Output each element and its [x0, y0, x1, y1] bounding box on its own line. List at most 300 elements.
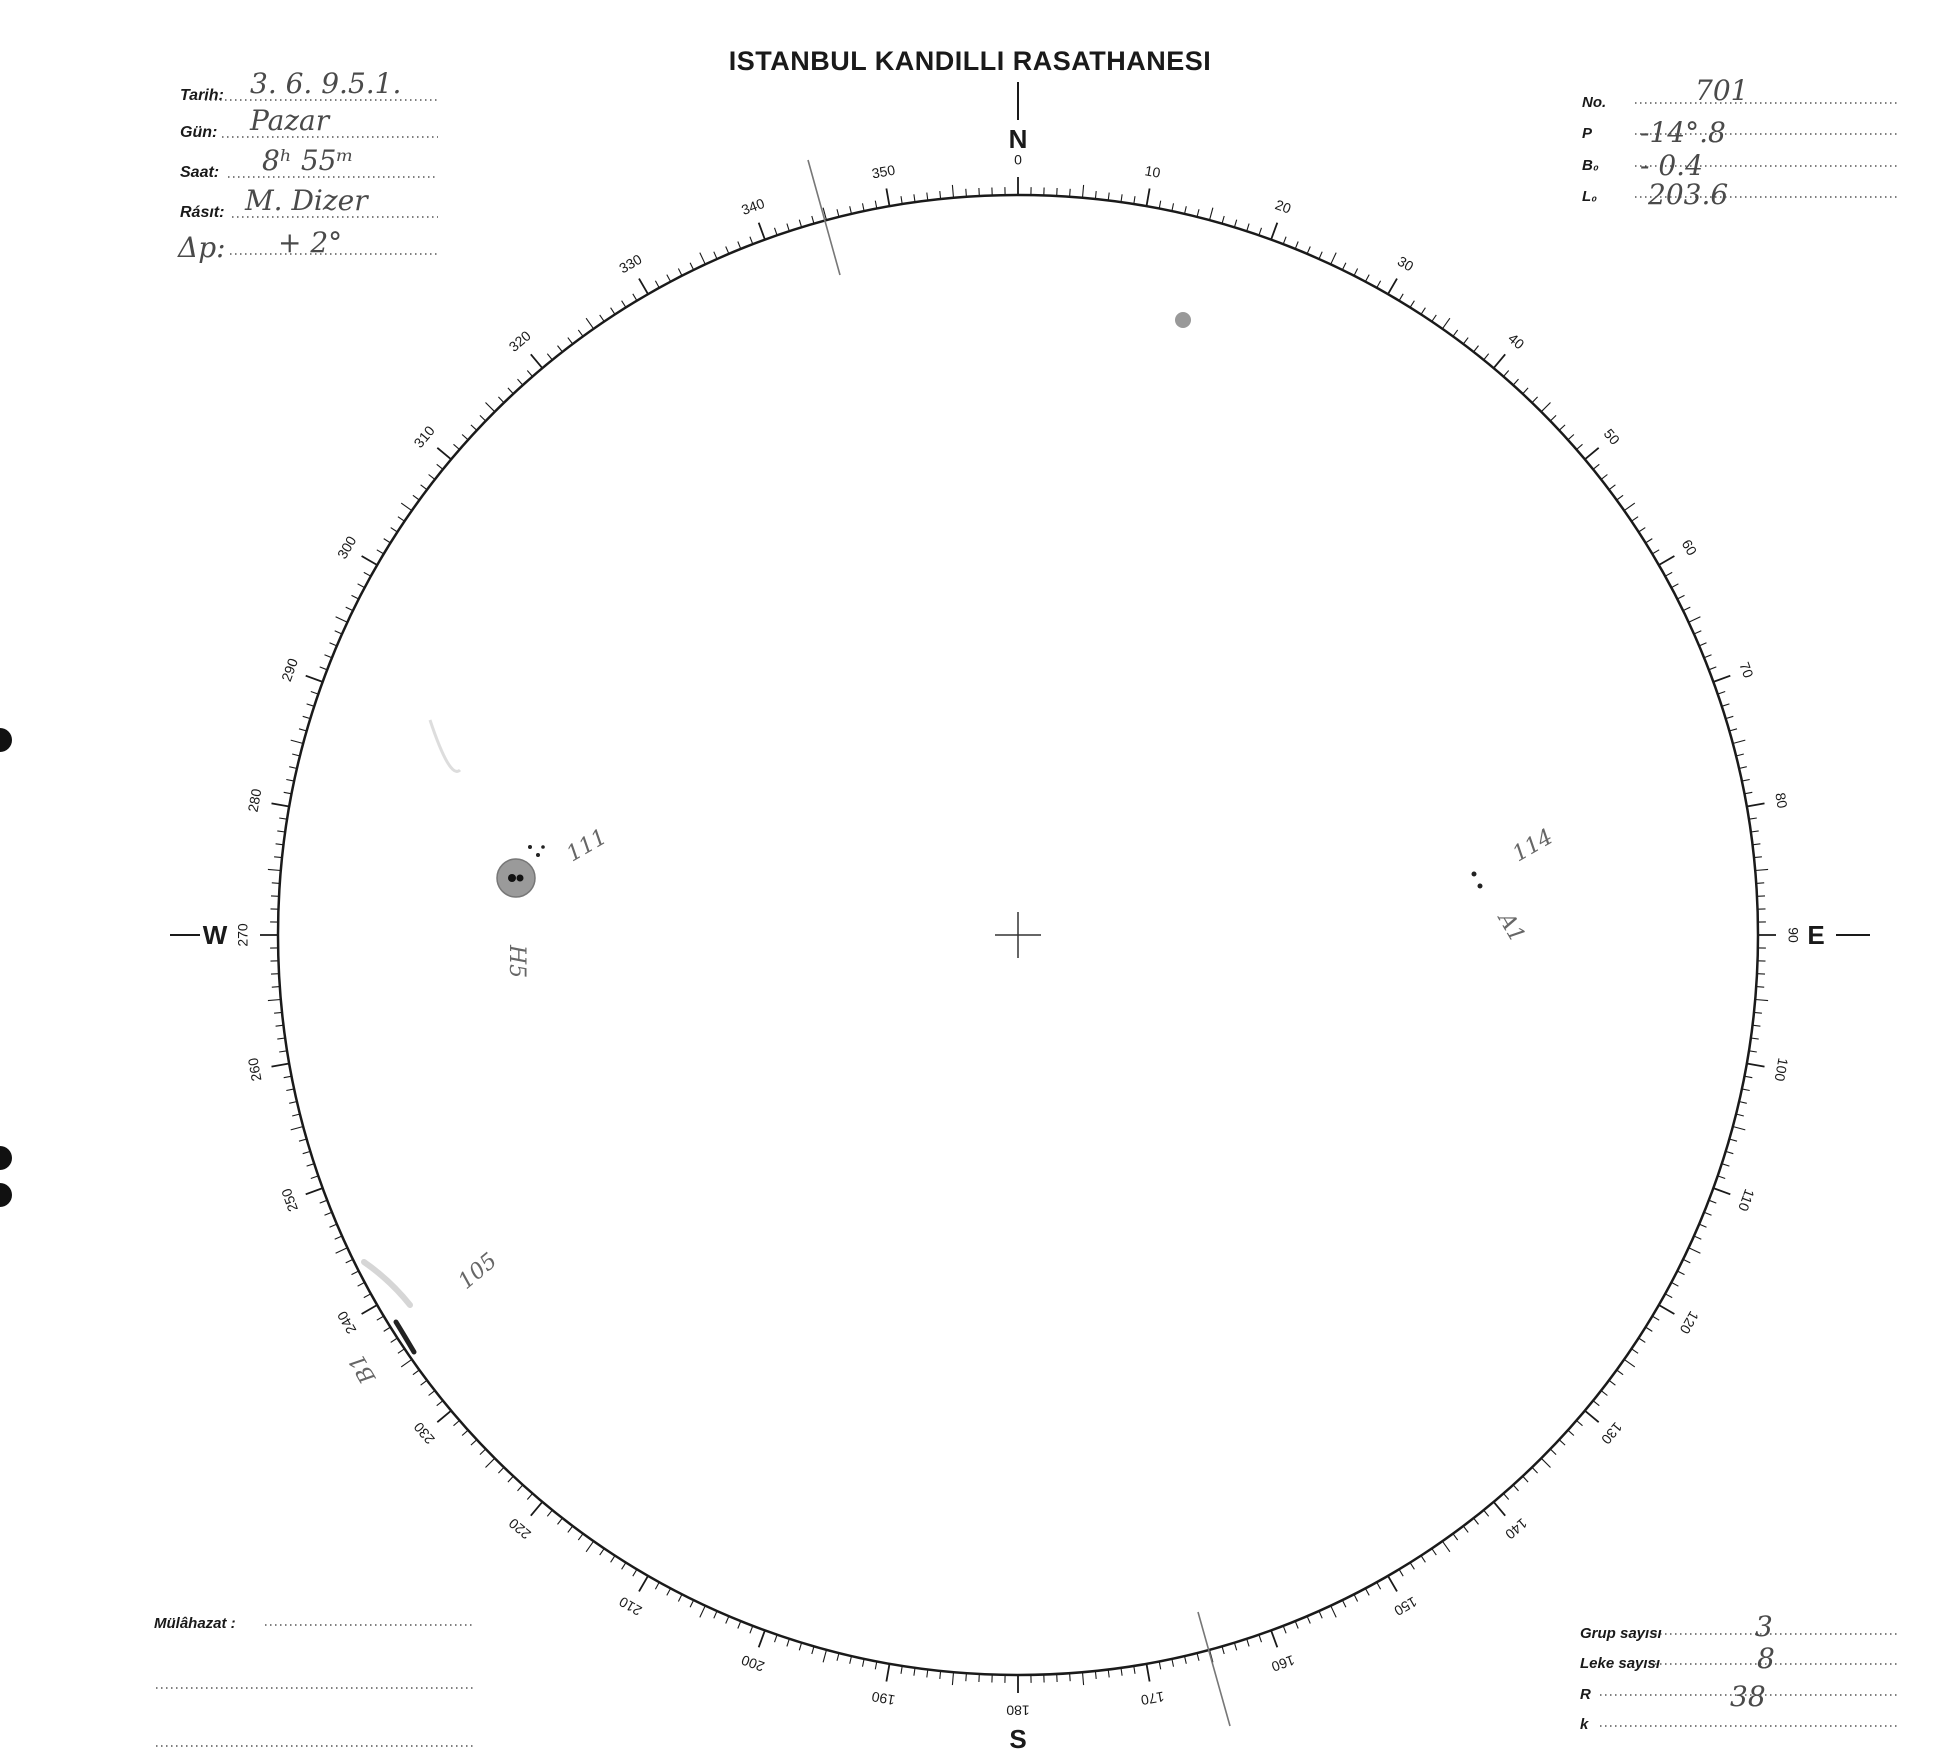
faculae-mark	[430, 720, 460, 771]
field-time-value: 8ʰ 55ᵐ	[262, 144, 354, 177]
west-label: W	[202, 920, 228, 950]
degree-label-190: 190	[870, 1688, 897, 1709]
field-delta-p	[177, 226, 440, 264]
binder-hole	[0, 1146, 12, 1170]
degree-tick	[775, 228, 778, 236]
degree-tick	[850, 206, 852, 214]
degree-tick	[462, 1430, 468, 1435]
degree-tick	[1541, 1458, 1550, 1467]
degree-tick	[1671, 1282, 1678, 1286]
degree-tick	[336, 617, 348, 623]
degree-tick	[1331, 253, 1337, 265]
degree-label-230: 230	[410, 1419, 438, 1448]
degree-tick	[346, 1259, 353, 1263]
degree-tick	[306, 676, 323, 682]
degree-tick	[325, 1212, 332, 1215]
summary-group-count	[1580, 1610, 1900, 1643]
degree-tick	[391, 1338, 398, 1342]
degree-tick	[330, 1224, 337, 1227]
group-east-number: 114	[1508, 824, 1558, 868]
degree-tick	[1747, 803, 1765, 806]
degree-tick	[914, 194, 915, 202]
north-label: N	[1008, 124, 1028, 154]
sunspot-small	[528, 845, 532, 849]
degree-tick	[276, 844, 284, 845]
degree-tick	[678, 269, 682, 276]
degree-tick	[1172, 203, 1174, 211]
degree-tick	[1699, 1224, 1706, 1227]
degree-tick	[289, 767, 297, 769]
degree-tick	[335, 1236, 342, 1239]
degree-tick	[1609, 485, 1615, 490]
degree-tick	[639, 1576, 648, 1592]
degree-tick	[401, 503, 412, 511]
degree-tick	[286, 1089, 294, 1091]
degree-tick	[292, 754, 300, 756]
param-p	[1582, 116, 1900, 149]
degree-tick	[812, 216, 814, 224]
degree-tick	[1147, 189, 1150, 207]
degree-tick	[901, 196, 902, 204]
param-number-label: No.	[1582, 94, 1607, 111]
degree-tick	[527, 371, 532, 377]
degree-tick	[1307, 247, 1310, 254]
param-p-label: P	[1582, 125, 1593, 142]
sunspot-small	[536, 853, 540, 857]
degree-tick	[311, 1176, 319, 1179]
degree-tick	[311, 692, 319, 695]
degree-tick	[498, 1467, 504, 1473]
east-label: E	[1807, 920, 1825, 950]
degree-tick	[1753, 844, 1761, 845]
degree-tick	[303, 1151, 311, 1153]
degree-tick	[812, 1646, 814, 1654]
solar-parameters	[1582, 74, 1900, 211]
degree-tick	[454, 444, 460, 449]
degree-label-60: 60	[1678, 536, 1701, 559]
degree-tick	[531, 1502, 543, 1516]
degree-tick	[1121, 1668, 1122, 1676]
degree-tick	[1756, 883, 1764, 884]
degree-tick	[1172, 1659, 1174, 1667]
degree-tick	[330, 643, 337, 646]
degree-tick	[398, 1349, 405, 1354]
degree-tick	[1504, 371, 1509, 377]
degree-tick	[1713, 1188, 1730, 1194]
degree-tick	[966, 189, 967, 197]
degree-tick	[678, 1594, 682, 1601]
degree-tick	[1671, 584, 1678, 588]
degree-tick	[750, 1626, 753, 1634]
degree-label-110: 110	[1735, 1186, 1758, 1214]
degree-tick	[600, 1549, 605, 1556]
degree-tick	[1421, 308, 1425, 315]
degree-tick	[1410, 1563, 1414, 1570]
degree-tick	[498, 397, 504, 403]
degree-tick	[611, 1556, 615, 1563]
degree-tick	[1295, 242, 1298, 249]
degree-tick	[558, 1518, 563, 1524]
degree-tick	[306, 1188, 323, 1194]
summary-r	[1580, 1680, 1900, 1713]
degree-tick	[508, 388, 513, 394]
degree-tick	[726, 247, 729, 254]
degree-tick	[518, 1485, 523, 1491]
degree-tick	[1699, 643, 1706, 646]
field-observer-label: Rásıt:	[180, 204, 225, 221]
degree-tick	[272, 987, 280, 988]
degree-tick	[1755, 1000, 1768, 1001]
degree-tick	[320, 667, 328, 670]
degree-tick	[1632, 1349, 1639, 1354]
degree-tick	[1683, 607, 1690, 611]
degree-tick	[1747, 1064, 1765, 1067]
degree-tick	[1523, 388, 1528, 394]
degree-label-90: 90	[1785, 927, 1802, 943]
summary-group-count-label: Grup sayısı	[1580, 1625, 1662, 1642]
degree-tick	[1639, 1338, 1646, 1342]
degree-tick	[1222, 1646, 1224, 1654]
degree-label-200: 200	[739, 1652, 767, 1676]
degree-tick	[377, 550, 384, 554]
field-time-label: Saat:	[180, 164, 220, 181]
degree-tick	[1474, 346, 1479, 352]
degree-tick	[622, 1563, 626, 1570]
degree-tick	[437, 448, 451, 460]
degree-tick	[286, 780, 294, 782]
degree-tick	[1283, 1626, 1286, 1634]
degree-tick	[1271, 223, 1277, 240]
summary-spot-count-label: Leke sayısı	[1580, 1655, 1661, 1672]
degree-tick	[1733, 740, 1746, 743]
degree-tick	[799, 220, 801, 228]
field-date-label: Tarih:	[180, 87, 224, 104]
degree-tick	[1463, 1526, 1468, 1532]
degree-tick	[787, 1639, 789, 1647]
param-number	[1582, 74, 1900, 111]
binder-hole	[0, 728, 12, 752]
degree-tick	[1159, 201, 1161, 209]
degree-tick	[966, 1673, 967, 1681]
degree-tick	[429, 475, 435, 480]
param-b0-value: - 0.4	[1640, 149, 1703, 182]
degree-tick	[364, 1294, 371, 1298]
degree-tick	[1652, 1316, 1659, 1320]
degree-tick	[454, 1421, 460, 1426]
degree-tick	[837, 209, 839, 217]
degree-tick	[272, 883, 280, 884]
degree-tick	[421, 485, 427, 490]
degree-tick	[358, 584, 365, 588]
degree-tick	[655, 1582, 659, 1589]
degree-label-20: 20	[1273, 196, 1294, 217]
degree-tick	[437, 1411, 451, 1423]
degree-label-220: 220	[505, 1515, 534, 1543]
degree-tick	[568, 338, 573, 344]
degree-tick	[611, 308, 615, 315]
degree-tick	[1504, 1494, 1509, 1500]
degree-tick	[558, 346, 563, 352]
degree-tick	[1749, 1051, 1757, 1052]
degree-tick	[690, 263, 694, 270]
degree-tick	[1134, 196, 1135, 204]
degree-tick	[1432, 315, 1437, 322]
degree-label-70: 70	[1736, 659, 1757, 680]
degree-tick	[1694, 1236, 1701, 1239]
degree-tick	[1755, 869, 1768, 870]
degree-tick	[1121, 194, 1122, 202]
degree-tick	[531, 354, 543, 368]
degree-tick	[1677, 1271, 1684, 1275]
sunspot-small	[541, 845, 545, 849]
degree-tick	[568, 1526, 573, 1532]
degree-tick	[471, 1440, 477, 1445]
degree-label-250: 250	[277, 1186, 301, 1214]
degree-tick	[1665, 1294, 1672, 1298]
degree-tick	[1070, 1673, 1071, 1681]
degree-tick	[429, 1391, 435, 1396]
degree-tick	[391, 528, 398, 532]
degree-tick	[384, 539, 391, 543]
degree-tick	[1463, 338, 1468, 344]
degree-tick	[291, 1127, 304, 1130]
degree-tick	[1442, 318, 1450, 329]
degree-tick	[1247, 224, 1249, 232]
degree-tick	[1733, 1127, 1746, 1130]
degree-tick	[437, 1401, 443, 1406]
group-west-class: H5	[504, 945, 529, 979]
degree-tick	[437, 464, 443, 469]
rotation-axis-bottom-mark	[1198, 1612, 1230, 1726]
degree-tick	[1421, 1556, 1425, 1563]
degree-tick	[1234, 1643, 1236, 1651]
degree-tick	[633, 294, 637, 301]
degree-tick	[1742, 780, 1750, 782]
degree-tick	[1247, 1639, 1249, 1647]
degree-tick	[480, 1449, 486, 1455]
degree-tick	[1354, 1594, 1358, 1601]
degree-tick	[1354, 269, 1358, 276]
degree-tick	[875, 201, 877, 209]
degree-tick	[1689, 1248, 1701, 1254]
degree-tick	[1197, 1653, 1199, 1661]
degree-tick	[1742, 1089, 1750, 1091]
group-southwest-class: B1	[344, 1348, 382, 1388]
degree-tick	[1617, 1370, 1623, 1375]
degree-tick	[600, 315, 605, 322]
degree-tick	[272, 803, 290, 806]
degree-tick	[1559, 425, 1565, 430]
degree-tick	[1689, 617, 1701, 623]
degree-label-160: 160	[1269, 1652, 1297, 1676]
degree-tick	[518, 379, 523, 385]
degree-tick	[914, 1668, 915, 1676]
group-southwest-number: 105	[453, 1248, 503, 1295]
degree-tick	[1377, 1582, 1381, 1589]
field-date	[180, 67, 438, 104]
binder-hole	[0, 1183, 12, 1207]
degree-tick	[1307, 1616, 1310, 1623]
degree-tick	[1399, 294, 1403, 301]
degree-tick	[1295, 1621, 1298, 1628]
observation-fields	[177, 67, 440, 264]
degree-tick	[1659, 1305, 1675, 1314]
degree-tick	[633, 1569, 637, 1576]
degree-tick	[586, 1541, 594, 1552]
degree-label-340: 340	[739, 194, 767, 218]
degree-tick	[775, 1635, 778, 1643]
degree-tick	[1722, 1164, 1730, 1166]
degree-tick	[1474, 1518, 1479, 1524]
degree-tick	[268, 1000, 281, 1001]
field-delta-p-label: Δp:	[178, 231, 226, 264]
summary-section	[1580, 1610, 1900, 1733]
degree-tick	[1751, 1038, 1759, 1039]
summary-spot-count-value: 8	[1757, 1642, 1775, 1675]
degree-label-210: 210	[616, 1593, 645, 1620]
degree-tick	[284, 792, 292, 794]
degree-tick	[1399, 1569, 1403, 1576]
degree-tick	[1585, 1411, 1599, 1423]
degree-tick	[1665, 572, 1672, 576]
degree-label-350: 350	[870, 161, 897, 182]
degree-tick	[1749, 818, 1757, 819]
degree-tick	[1753, 1025, 1761, 1026]
south-label: S	[1009, 1724, 1027, 1754]
degree-tick	[1729, 729, 1737, 731]
degree-label-100: 100	[1771, 1056, 1792, 1083]
degree-tick	[901, 1666, 902, 1674]
degree-tick	[421, 1380, 427, 1385]
degree-tick	[1722, 704, 1730, 706]
degree-label-80: 80	[1772, 791, 1791, 810]
degree-tick	[886, 1664, 889, 1682]
degree-tick	[1577, 444, 1583, 449]
degree-tick	[291, 740, 304, 743]
degree-tick	[927, 1670, 928, 1678]
field-day	[180, 104, 438, 141]
degree-tick	[272, 1064, 290, 1067]
degree-tick	[346, 607, 353, 611]
degree-label-270: 270	[234, 923, 251, 947]
degree-tick	[1453, 1534, 1458, 1540]
degree-tick	[1568, 435, 1574, 440]
degree-tick	[1259, 228, 1262, 236]
degree-tick	[1739, 767, 1747, 769]
degree-tick	[823, 1650, 826, 1663]
degree-tick	[714, 1611, 717, 1618]
degree-tick	[886, 189, 889, 207]
degree-tick	[1639, 528, 1646, 532]
sunspot-group-east	[1472, 825, 1558, 947]
summary-group-count-value: 3	[1755, 1610, 1773, 1643]
degree-tick	[508, 1476, 513, 1482]
remarks-label: Mülâhazat :	[154, 1615, 236, 1632]
degree-tick	[486, 1458, 495, 1467]
field-time	[180, 144, 438, 181]
degree-tick	[352, 1271, 359, 1275]
degree-tick	[1083, 185, 1084, 198]
faculae-mark	[364, 1262, 410, 1305]
degree-tick	[398, 517, 405, 522]
degree-tick	[1532, 397, 1538, 403]
degree-tick	[303, 716, 311, 718]
degree-tick	[759, 223, 765, 240]
degree-tick	[1709, 667, 1717, 670]
degree-tick	[1559, 1440, 1565, 1445]
degree-tick	[1751, 831, 1759, 832]
sunspot-umbra	[508, 874, 516, 882]
degree-tick	[1442, 1541, 1450, 1552]
summary-spot-count	[1580, 1642, 1900, 1675]
degree-label-10: 10	[1143, 162, 1162, 181]
sunspot-small	[1478, 884, 1483, 889]
degree-label-0: 0	[1014, 151, 1022, 168]
degree-tick	[1756, 987, 1764, 988]
field-day-value: Pazar	[250, 104, 330, 137]
degree-tick	[1709, 1200, 1717, 1203]
degree-tick	[1718, 692, 1726, 695]
degree-tick	[1704, 1212, 1711, 1215]
degree-label-30: 30	[1394, 252, 1417, 275]
degree-tick	[714, 252, 717, 259]
degree-tick	[1744, 1076, 1752, 1078]
degree-tick	[1523, 1476, 1528, 1482]
degree-tick	[1624, 1359, 1635, 1367]
degree-tick	[277, 1038, 285, 1039]
degree-tick	[1694, 631, 1701, 634]
degree-tick	[863, 1659, 865, 1667]
degree-tick	[1283, 237, 1286, 245]
degree-tick	[299, 729, 307, 731]
degree-tick	[578, 1534, 583, 1540]
param-l0-label: L₀	[1582, 188, 1598, 205]
degree-tick	[639, 279, 648, 295]
degree-tick	[738, 1621, 741, 1628]
degree-tick	[1550, 1449, 1556, 1455]
degree-tick	[1234, 220, 1236, 228]
param-b0-label: B₀	[1582, 157, 1599, 174]
degree-tick	[335, 631, 342, 634]
degree-tick	[1197, 209, 1199, 217]
degree-tick	[1659, 556, 1675, 565]
degree-tick	[1729, 1139, 1737, 1141]
degree-tick	[726, 1616, 729, 1623]
degree-label-290: 290	[277, 656, 301, 684]
degree-tick	[1513, 379, 1518, 385]
degree-tick	[1484, 1510, 1489, 1516]
degree-tick	[279, 1051, 287, 1052]
degree-label-40: 40	[1505, 329, 1528, 353]
degree-tick	[1585, 448, 1599, 460]
degree-tick	[289, 1102, 297, 1104]
degree-tick	[1083, 1672, 1084, 1685]
degree-tick	[1108, 1670, 1109, 1678]
degree-tick	[284, 1076, 292, 1078]
degree-tick	[471, 425, 477, 430]
degree-tick	[1494, 1502, 1506, 1516]
degree-tick	[1494, 354, 1506, 368]
degree-tick	[276, 1025, 284, 1026]
degree-tick	[1593, 1401, 1599, 1406]
degree-tick	[1568, 1430, 1574, 1435]
degree-label-170: 170	[1139, 1688, 1166, 1709]
param-number-value: 701	[1695, 74, 1749, 107]
degree-tick	[1609, 1380, 1615, 1385]
degree-tick	[1704, 655, 1711, 658]
degree-label-320: 320	[505, 327, 534, 355]
degree-tick	[547, 1510, 552, 1516]
